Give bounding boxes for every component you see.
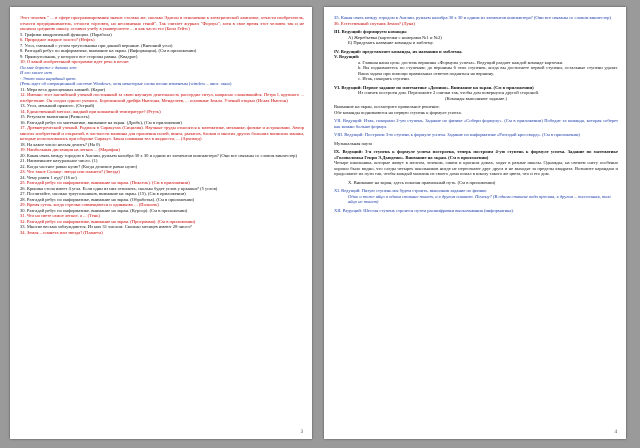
text-line: 29. Время суток, когда стрелки совмещаются и одинаково ... (Полночь): [20, 202, 159, 207]
text-line: VIII. Ведущий: Построим 3-ю ступень к формуле успеха. Задание по информатике «Разгадай кроссворд». (См в приложении): [334, 132, 580, 137]
text-line: Он мне дороже с давних лет: [20, 64, 77, 70]
text-line: А) Жеребьевка (карточки с номерами №1 и №2): [348, 34, 442, 40]
text-line: 17. Древнегреческий ученый. Родился в Сиракузах (Сицилия). Научные труды относятся к математике, механике, физике и астрономии. Автор многих изобретений и открытий, в частности машины для орошения полей, винта, рычагов, блоков и многих других больших воинских машин, которые использовались при обороне Сиракуз. Закон плавания тел в жидкости, ... (Архимед): [20, 125, 304, 141]
text-line: Б) Придумать название команды и эмблему.: [348, 40, 434, 45]
text-line: III. Ведущий: формируем команды: [334, 29, 407, 34]
text-line: 9. Прямоугольник, у которого все стороны равны. (Квадрат): [20, 53, 138, 59]
text-line: 33. Многие весьма заблуждаются. Из них 31 числом. Сколько месяцев имеют 28 чисел?: [20, 224, 192, 229]
text-line: 12. Именно этот английский ученый постоянный за свою научную деятельность рассердил титул, напрасно сложившийся. Петра I, крупного ... изобретение. Он создал одного ученого, Борелинский дрейфа Ньютона, Менделеев, ... основные Земли. Ученый открыл (Исаак Ньютон): [20, 92, 304, 103]
text-line: 30. Разгадай ребус по информатике, внимание на экран. (Курсор). (См в приложении): [20, 207, 188, 213]
text-line: VI. Ведущий: Первое задание по математике «Домино». Внимание на экран. (См в приложении): [334, 84, 534, 90]
text-line: XI. Ведущий: Пятую ступень мы будем строить, выполнив задание по физике.: [334, 188, 488, 193]
text-line: 19. Наибольшая дистанция на легких ... (Марафон): [20, 147, 120, 152]
text-line: X. Внимание на экран, здесь показан правильный путь. (См в приложении): [348, 179, 496, 185]
text-line: 16. Разгадай ребус по математике, внимание на экран. (Дробь), (См в приложении): [20, 119, 182, 125]
text-line: IV. Ведущий: представляет команды, их названия и эмблемы.: [334, 48, 463, 54]
page-number-left: 3: [300, 430, 303, 435]
text-line: 18. На какое число нельзя делить? (На 0): [20, 141, 100, 147]
text-line: a. Главная наша цель: достичь вершины «Формулы успеха». Ведущий раздает каждой команде карточки.: [358, 59, 564, 65]
text-line: (Команды выполняют задание.): [445, 95, 507, 101]
text-line: Обе команды поднимаются на первую ступень к формуле успеха.: [334, 109, 462, 115]
page-content-left: [20, 15, 304, 429]
text-line: 14. Единственный металл, жидкий при комнатной температуре? (Ртуть): [20, 108, 161, 114]
text-line: Музыкальная пауза: [334, 140, 372, 146]
text-line: - Этот окон нарядный цвет.: [20, 75, 77, 81]
document-page-left: [10, 7, 312, 439]
text-line: 22. Когда частное равно нулю? (Когда делимое равно нулю): [20, 163, 138, 169]
text-line: 24. Чему равен 1 пуд? (16 кг): [20, 174, 77, 180]
text-line: 20. Какая связь между городом в Англии, ружьем калибра 30 х 30 и одним из элементов компьютера? (Они все связаны со словом винчестер): [20, 152, 297, 158]
text-line: 31. Что на свете самое легкое, а ... (Тень): [20, 213, 100, 218]
text-line: Из спичек построен дом. Переложите 2 спички так, чтобы дом повернулся другой стороной.: [358, 90, 540, 95]
text-line: 11. Мера веса драгоценных камней. (Карат): [20, 86, 106, 92]
text-line: c. Итак, покорять ступени.: [358, 76, 410, 81]
document-page-right: [324, 7, 626, 439]
text-line: 25. Разгадай ребус по информатике, внимание на экран. (Пиксель). (См в приложении): [20, 180, 190, 185]
text-line: 5. Графики квадратичной функции. (Парабола): [20, 31, 112, 37]
text-line: Четыре школьника, которые живут в желтом, зеленом, синем и красном домах, ходят в разные школы. Однажды, на свежем снегу особенно хорошо было видно, что следы четырех школьников нигде не пересекают друг друга и не выходят за пределы квадрата. Возьмите карандаш и продолжите их пути так, чтобы каждый мальчик из своего дома попал в школу такого же цвета, что и его дом.: [334, 160, 618, 176]
text-line: 23. Что такое Солнце: звезда или планета? (Звезда): [20, 169, 120, 174]
text-line: 13. Угол, меньший прямого. (Острый): [20, 103, 95, 108]
text-line: (Речь идет об операционной системе Windows, хотя некоторые слова песни изменены (window – англ. окно): [20, 81, 232, 86]
text-line: IX. Ведущий: 3-я ступень к формуле успеха построена, теперь построим 4-ую ступень к формуле успеха. Задание по математике «Головоломка Генри Э.Дьюдени». Внимание на экран. (См в приложении): [334, 149, 618, 160]
text-line: XII. Ведущий: Шестая ступень строится путем расшифровки высказывания (информатика).: [334, 207, 515, 213]
text-line: VII. Ведущий: Итак, покорили 2-ую ступень. Задание по физике «Собери формулу». (См в приложении) Победит та команда, которая соберет как можно больше формул.: [334, 118, 618, 129]
text-line: 34. Земля – планета или звезда? (Планета): [20, 229, 103, 235]
text-line: 32. Разгадай ребус по информатике, внимание на экран. (Программа). (См в приложении): [20, 218, 196, 224]
text-line: Этот человек " ... в сфере программирования значит столько же, сколько Эдисон в отношении к электрической лампочке, отчасти изобретатель, отчасти предприниматель, отчасти торговец, но несомненно гений". Так считает журнал "Форчун", хотя в свое время этот человек так и не окончил среднюю школу, оставил учебу в университете ... и как часто его (Билл Гейтс): [20, 15, 304, 31]
text-line: 10. О какой изобретенной программе идет речь в песне:: [20, 59, 130, 64]
text-line: Внимание на экран, посмотрите правильное решение.: [334, 104, 440, 109]
text-line: 21. Наименьшее натуральное число. (1): [20, 158, 98, 163]
page-number-right: 4: [614, 430, 617, 435]
text-line: 7. Угол, смежный с углом треугольника при данной вершине. (Внешний угол): [20, 42, 173, 48]
text-line: Одно и тоже яйцо в одном стакане тонет, а в другом плавает. Почему? (В одном стакане вода пресная, в другом – посоленная, там яйцо не тонет): [348, 193, 611, 204]
text-line: 27. Посчитайте, сколько треугольников, внимание на экран. (15), (См в приложении): [20, 191, 186, 196]
text-line: И его милее нет: [20, 70, 52, 75]
text-line: 6. Природное жидкое золото? (Нефть): [20, 37, 95, 42]
text-line: V. Ведущий:: [334, 54, 360, 59]
page-content-right: [334, 15, 618, 429]
text-line: 26. Крышка стола имеет 4 угла. Если один из них отпилить, сколько будет углов у крышки? (5 углов): [20, 185, 218, 191]
text-line: 28. Разгадай ребус по информатике, внимание на экран. (Обработка). (См в приложении): [20, 196, 195, 202]
text-line: 15. Результат вычитания (Разность): [20, 114, 90, 119]
text-line: b. Вы поднимаетесь по ступеням: до вершины 6 этих ступенек, когда вы достигнете первой ступени, остальные ступени удалят. Ваша задача при помощи правильных ответов подняться на вершину.: [358, 65, 618, 76]
text-line: 36. Естественный спутник Земли? (Луна): [334, 20, 415, 26]
text-line: 8. Разгадай ребус по информатике, внимание на экран. (Информация), (См в приложении): [20, 48, 197, 53]
text-line: 35. Какая связь между городом в Англии, ружьем калибра 30 х 30 и одним из элементов компьютера? (Они все связаны со словом винчестер): [334, 15, 611, 20]
